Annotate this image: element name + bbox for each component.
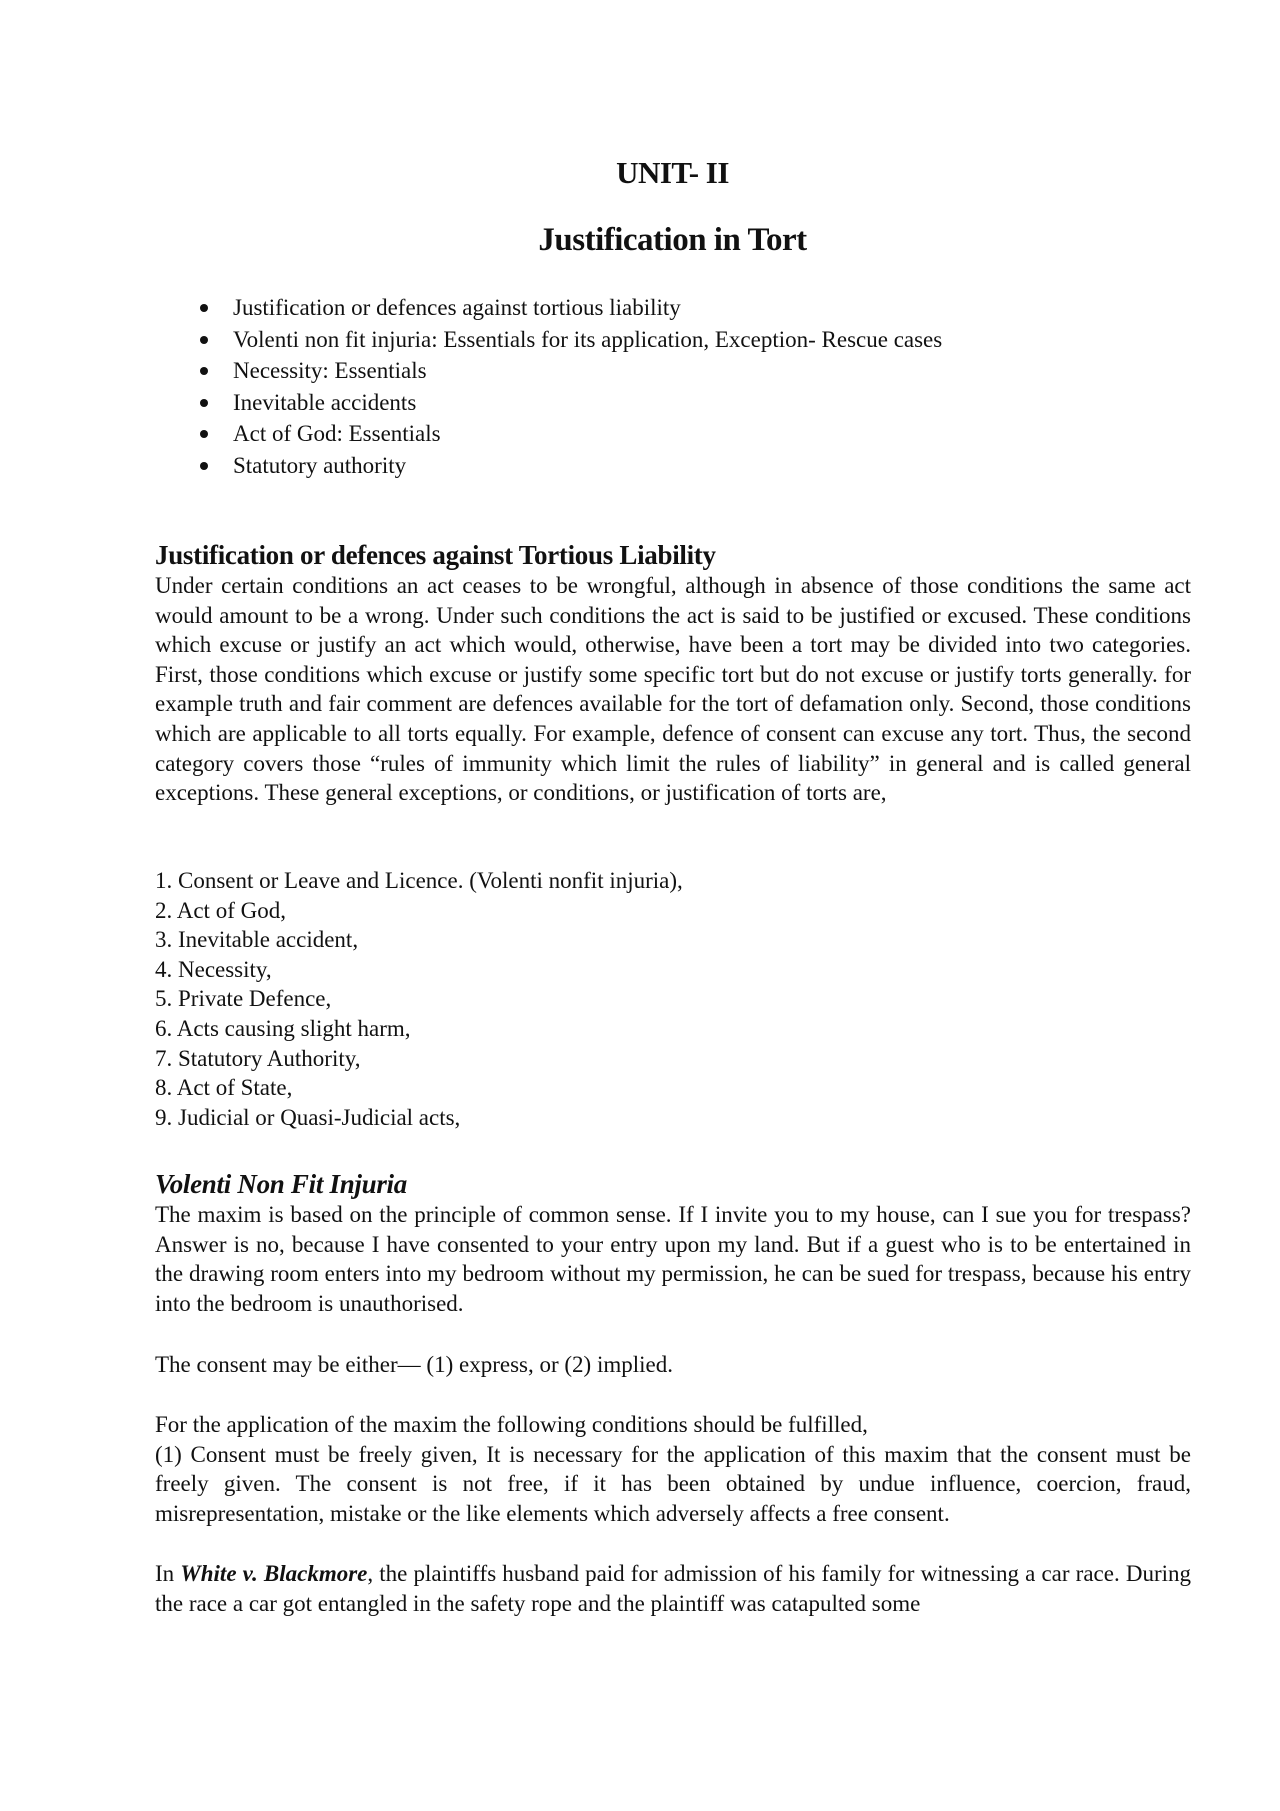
- exception-item: 5. Private Defence,: [155, 986, 332, 1012]
- exception-item: 4. Necessity,: [155, 956, 272, 982]
- topic-item: Justification or defences against tortious liability: [200, 292, 942, 324]
- case-paragraph: In White v. Blackmore, the plaintiffs husband paid for admission of his family for witnessing a car race. During the race a car got entangled in the safety rope and the plaintiff was catapulted some: [155, 1561, 1191, 1616]
- consent-types-paragraph: The consent may be either— (1) express, or (2) implied.: [155, 1352, 673, 1377]
- conditions-intro: For the application of the maxim the following conditions should be fulfilled,: [155, 1412, 868, 1437]
- section-justification: [155, 539, 1191, 808]
- bullet-icon: [200, 462, 208, 470]
- bullet-icon: [200, 336, 208, 344]
- exception-item: 7. Statutory Authority,: [155, 1045, 361, 1071]
- bullet-icon: [200, 367, 208, 375]
- condition-item: (1) Consent must be freely given, It is necessary for the application of this maxim that the consent must be freely given. The consent is not free, if it has been obtained by undue influence, coercion, fraud, misrepresentation, mistake or the like elements which adversely affects a free consent.: [155, 1441, 1191, 1526]
- section-paragraph: The maxim is based on the principle of common sense. If I invite you to my house, can I sue you for trespass? Answer is no, because I have consented to your entry upon my land. But if a guest who is to be entertained in the drawing room enters into my bedroom without my permission, he can be sued for trespass, because his entry into the bedroom is unauthorised.: [155, 1202, 1191, 1316]
- section-paragraph: Under certain conditions an act ceases to be wrongful, although in absence of those conditions the same act would amount to be a wrong. Under such conditions the act is said to be justified or excused. These conditions which excuse or justify an act which would, otherwise, have been a tort may be divided into two categories. First, those conditions which excuse or justify some specific tort but do not excuse or justify torts generally. for example truth and fair comment are defences available for the tort of defamation only. Second, those conditions which are applicable to all torts equally. For example, defence of consent can excuse any tort. Thus, the second category covers those “rules of immunity which limit the rules of liability” in general and is called general exceptions. These general exceptions, or conditions, or justification of torts are,: [155, 573, 1191, 806]
- general-exceptions-list: [155, 866, 1191, 1132]
- section-volenti: [155, 1168, 1191, 1318]
- bullet-icon: [200, 399, 208, 407]
- conditions-block: [155, 1410, 1191, 1528]
- topic-list: [200, 292, 942, 481]
- bullet-icon: [200, 430, 208, 438]
- unit-title: UNIT- II: [616, 155, 729, 190]
- case-name: White v. Blackmore: [180, 1561, 368, 1586]
- exception-item: 1. Consent or Leave and Licence. (Volenti nonfit injuria),: [155, 868, 683, 893]
- topic-item: Volenti non fit injuria: Essentials for its application, Exception- Rescue cases: [200, 324, 942, 356]
- topic-item: Act of God: Essentials: [200, 418, 942, 450]
- section-heading: Justification or defences against Tortious Liability: [155, 540, 716, 570]
- case-block: [155, 1559, 1191, 1618]
- exception-item: 8. Act of State,: [155, 1075, 293, 1101]
- section-heading: Volenti Non Fit Injuria: [155, 1169, 407, 1199]
- exception-item: 3. Inevitable accident,: [155, 927, 359, 953]
- topic-item: Statutory authority: [200, 450, 942, 482]
- exception-item: 6. Acts causing slight harm,: [155, 1015, 411, 1041]
- consent-types-block: [155, 1350, 1191, 1380]
- exception-item: 2. Act of God,: [155, 897, 286, 923]
- page-title: Justification in Tort: [538, 222, 807, 258]
- exception-item: 9. Judicial or Quasi-Judicial acts,: [155, 1104, 461, 1130]
- bullet-icon: [200, 304, 208, 312]
- topic-item: Inevitable accidents: [200, 387, 942, 419]
- topic-item: Necessity: Essentials: [200, 355, 942, 387]
